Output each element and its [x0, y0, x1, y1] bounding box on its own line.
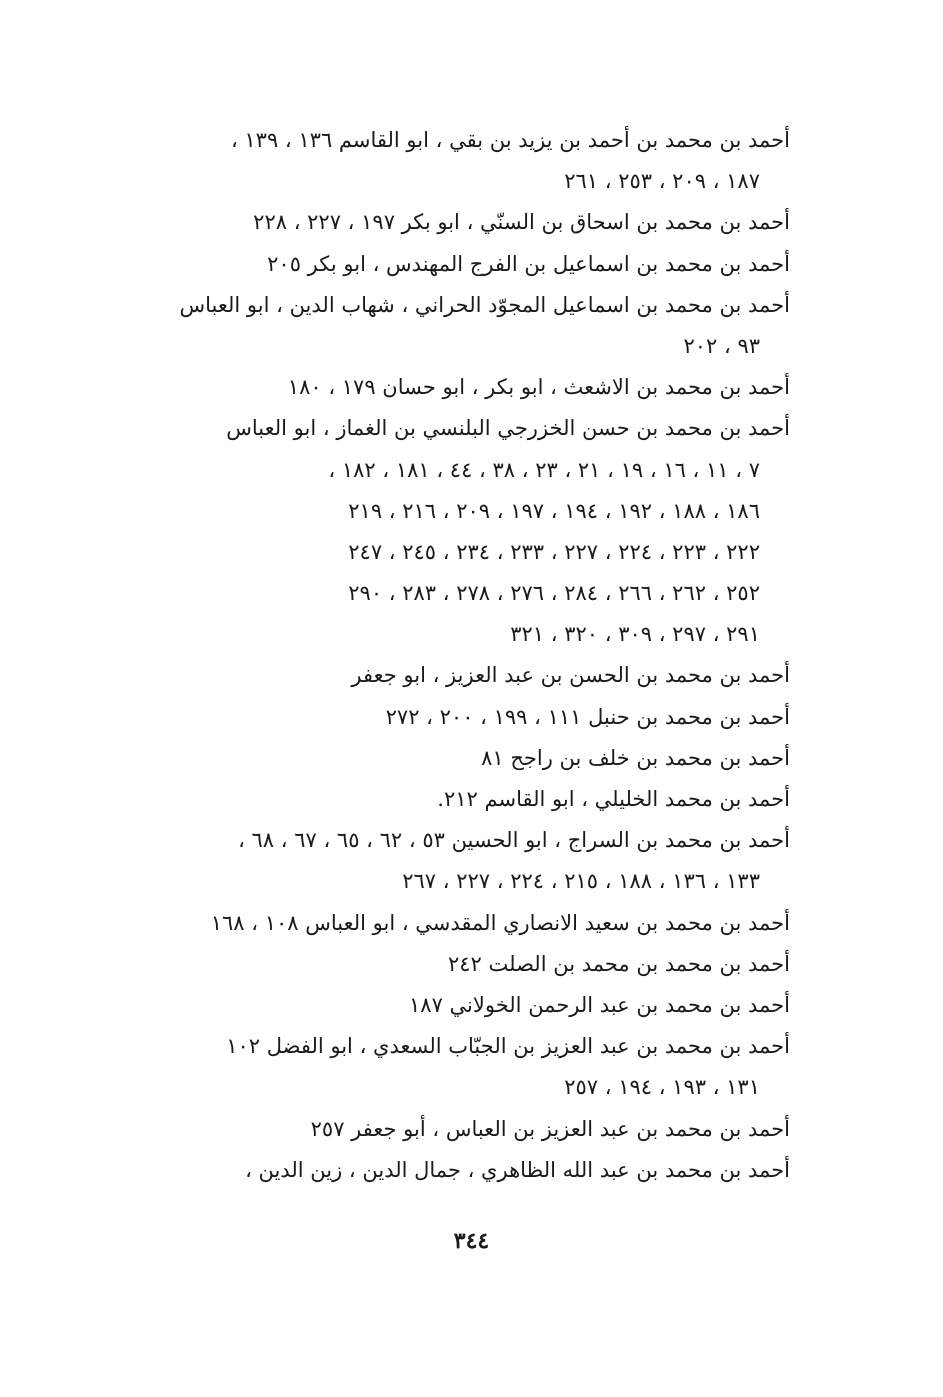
index-continuation-line: ٢٢٢ ، ٢٢٣ ، ٢٢٤ ، ٢٢٧ ، ٢٣٣ ، ٢٣٤ ، ٢٤٥ ، ٢٤٧ — [348, 539, 760, 564]
index-entry-line: أحمد بن محمد بن الحسن بن عبد العزيز ، ابو جعفر — [351, 663, 790, 688]
index-entry-line: أحمد بن محمد بن أحمد بن يزيد بن بقي ، ابو القاسم ١٣٦ ، ١٣٩ ، — [230, 128, 790, 152]
index-entry-line: أحمد بن محمد بن عبد العزيز بن الجبّاب السعدي ، ابو الفضل ١٠٢ — [226, 1034, 790, 1059]
index-entry-line: أحمد بن محمد بن اسماعيل المجوّد الحراني ، شهاب الدين ، ابو العباس — [179, 292, 790, 317]
index-entry-line: أحمد بن محمد بن عبد الرحمن الخولاني ١٨٧ — [409, 992, 790, 1017]
index-entry-line: أحمد بن محمد بن حسن الخزرجي البلنسي بن الغماز ، ابو العباس — [226, 416, 790, 441]
index-entry-line: أحمد بن محمد بن محمد بن الصلت ٢٤٢ — [448, 951, 790, 976]
index-entries — [120, 120, 790, 1191]
index-entry-line: أحمد بن محمد بن حنبل ١١١ ، ١٩٩ ، ٢٠٠ ، ٢٧٢ — [385, 704, 790, 729]
index-continuation-line: ٧ ، ١١ ، ١٦ ، ١٩ ، ٢١ ، ٢٣ ، ٣٨ ، ٤٤ ، ١٨١ ، ١٨٢ ، — [328, 457, 760, 482]
index-entry-line: أحمد بن محمد بن سعيد الانصاري المقدسي ، ابو العباس ١٠٨ ، ١٦٨ — [210, 910, 790, 935]
index-entry-line: أحمد بن محمد بن عبد العزيز بن العباس ، أبو جعفر ٢٥٧ — [310, 1116, 790, 1141]
index-entry-line: أحمد بن محمد بن السراج ، ابو الحسين ٥٣ ، ٦٢ ، ٦٥ ، ٦٧ ، ٦٨ ، — [238, 828, 790, 853]
index-continuation-line: ٢٩١ ، ٢٩٧ ، ٣٠٩ ، ٣٢٠ ، ٣٢١ — [510, 622, 760, 647]
index-continuation-line: ١٣١ ، ١٩٣ ، ١٩٤ ، ٢٥٧ — [564, 1075, 760, 1100]
index-entry-line: أحمد بن محمد بن عبد الله الظاهري ، جمال الدين ، زين الدين ، — [245, 1157, 790, 1182]
index-continuation-line: ٩٣ ، ٢٠٢ — [683, 333, 760, 358]
index-continuation-line: ١٨٦ ، ١٨٨ ، ١٩٢ ، ١٩٤ ، ١٩٧ ، ٢٠٩ ، ٢١٦ ، ٢١٩ — [348, 498, 760, 523]
index-continuation-line: ٢٥٢ ، ٢٦٢ ، ٢٦٦ ، ٢٨٤ ، ٢٧٦ ، ٢٧٨ ، ٢٨٣ ، ٢٩٠ — [348, 581, 760, 606]
page-number: ٣٤٤ — [453, 1228, 490, 1254]
index-continuation-line: ١٣٣ ، ١٣٦ ، ١٨٨ ، ٢١٥ ، ٢٢٤ ، ٢٢٧ ، ٢٦٧ — [402, 869, 760, 894]
index-entry-line: أحمد بن محمد بن خلف بن راجح ٨١ — [481, 745, 790, 770]
index-entry-line: أحمد بن محمد بن اسماعيل بن الفرج المهندس ، ابو بكر ٢٠٥ — [267, 251, 790, 276]
index-continuation-line: ١٨٧ ، ٢٠٩ ، ٢٥٣ ، ٢٦١ — [564, 169, 760, 194]
index-entry-line: أحمد بن محمد بن الاشعث ، ابو بكر ، ابو حسان ١٧٩ ، ١٨٠ — [287, 375, 790, 400]
index-entry-line: أحمد بن محمد الخليلي ، ابو القاسم ٢١٢. — [437, 787, 790, 811]
index-entry-line: أحمد بن محمد بن اسحاق بن السنّي ، ابو بكر ١٩٧ ، ٢٢٧ ، ٢٢٨ — [253, 210, 790, 235]
